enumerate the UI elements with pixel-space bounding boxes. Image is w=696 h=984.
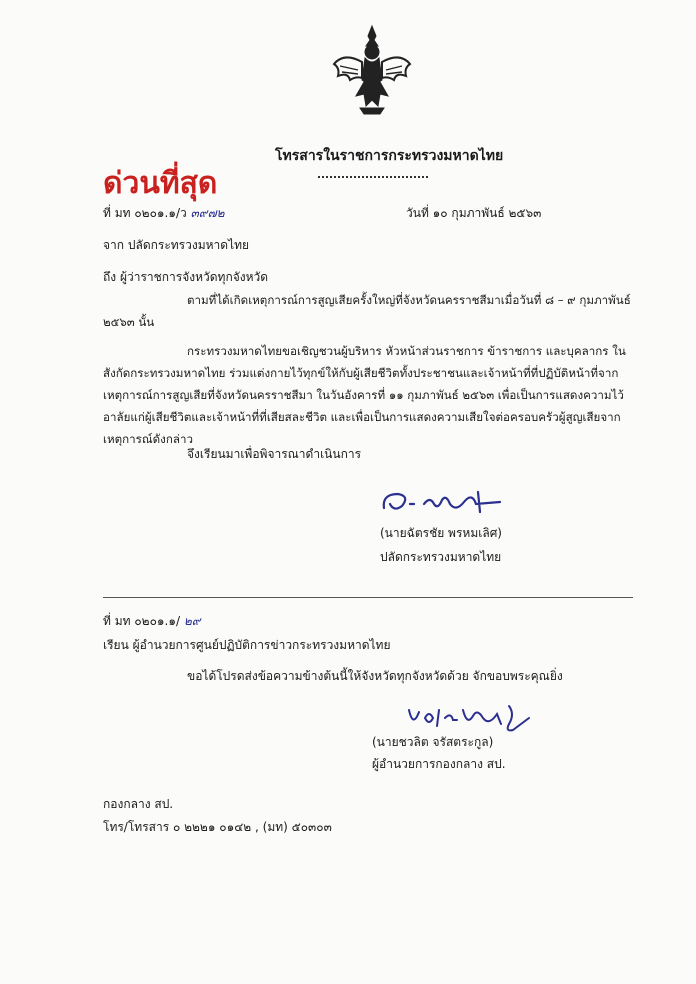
forwarding-subject: เรียน ผู้อำนวยการศูนย์ปฏิบัติการข่าวกระทรวงมหาดไทย [103, 638, 391, 652]
forwarding-signer-position: ผู้อำนวยการกองกลาง สป. [372, 757, 506, 771]
document-title: โทรสารในราชการกระทรวงมหาดไทย [275, 148, 504, 164]
forwarding-document-number [103, 612, 201, 631]
dotted-line [318, 172, 428, 178]
closing-line: จึงเรียนมาเพื่อพิจารณาดำเนินการ [187, 447, 362, 461]
contact-phone: โทร/โทรสาร ๐ ๒๒๒๑ ๐๑๔๒ , (มท) ๕๐๓๐๓ [103, 820, 332, 834]
signer-name: (นายฉัตรชัย พรหมเลิศ) [380, 526, 502, 540]
forwarding-doc-handwritten: ๒๙ [183, 614, 201, 628]
document-date: วันที่ ๑๐ กุมภาพันธ์ ๒๕๖๓ [406, 206, 542, 220]
signature-permanent-secretary [380, 482, 510, 522]
paragraph-background: ตามที่ได้เกิดเหตุการณ์การสูญเสียครั้งใหญ่ที่จังหวัดนครราชสีมาเมื่อวันที่ ๘ – ๙ กุมภาพันธ์ ๒๕๖๓ นั้น [103, 293, 631, 329]
doc-number-handwritten: ๓๙๗๒ [190, 206, 225, 220]
paragraph-invitation: กระทรวงมหาดไทยขอเชิญชวนผู้บริหาร หัวหน้าส่วนราชการ ข้าราชการ และบุคลากร ในสังกัดกระทรวงมหาดไทย ร่วมแต่งกายไว้ทุกข์ให้กับผู้เสียชีวิตทั้งประชาชนและเจ้าหน้าที่ที่ปฏิบัติหน้าที่จาก เหตุการณ์การสูญเสียที่จังหวัดนครราชสีมา ในวันอังคารที่ ๑๑ กุมภาพันธ์ ๒๕๖๓ เพื่อเป็นการแสดงความไว้ อาลัยแก่ผู้เสียชีวิตและเจ้าหน้าที่ที่เสียสละชีวิต และเพื่อเป็นการแสดงความเสียใจต่อครอบครัวผู้สูญเสียจาก เหตุการณ์ดังกล่าว [103, 344, 626, 446]
garuda-emblem-icon [330, 22, 414, 118]
section-divider [103, 597, 633, 598]
urgency-stamp: ด่วนที่สุด [103, 166, 218, 201]
doc-number-prefix: ที่ มท ๐๒๐๑.๑/ว [103, 206, 187, 220]
document-number [103, 204, 225, 223]
recipient-line: ถึง ผู้ว่าราชการจังหวัดทุกจังหวัด [103, 270, 269, 284]
forwarding-signer-name: (นายชวลิต จรัสตระกูล) [372, 735, 494, 749]
forwarding-doc-prefix: ที่ มท ๐๒๐๑.๑/ [103, 614, 181, 628]
signer-position: ปลัดกระทรวงมหาดไทย [380, 550, 502, 564]
forwarding-request: ขอได้โปรดส่งข้อความข้างต้นนี้ให้จังหวัดทุกจังหวัดด้วย จักขอบพระคุณยิ่ง [187, 669, 563, 683]
sender-line: จาก ปลัดกระทรวงมหาดไทย [103, 238, 250, 252]
signature-director [405, 700, 535, 734]
office-name: กองกลาง สป. [103, 797, 174, 811]
